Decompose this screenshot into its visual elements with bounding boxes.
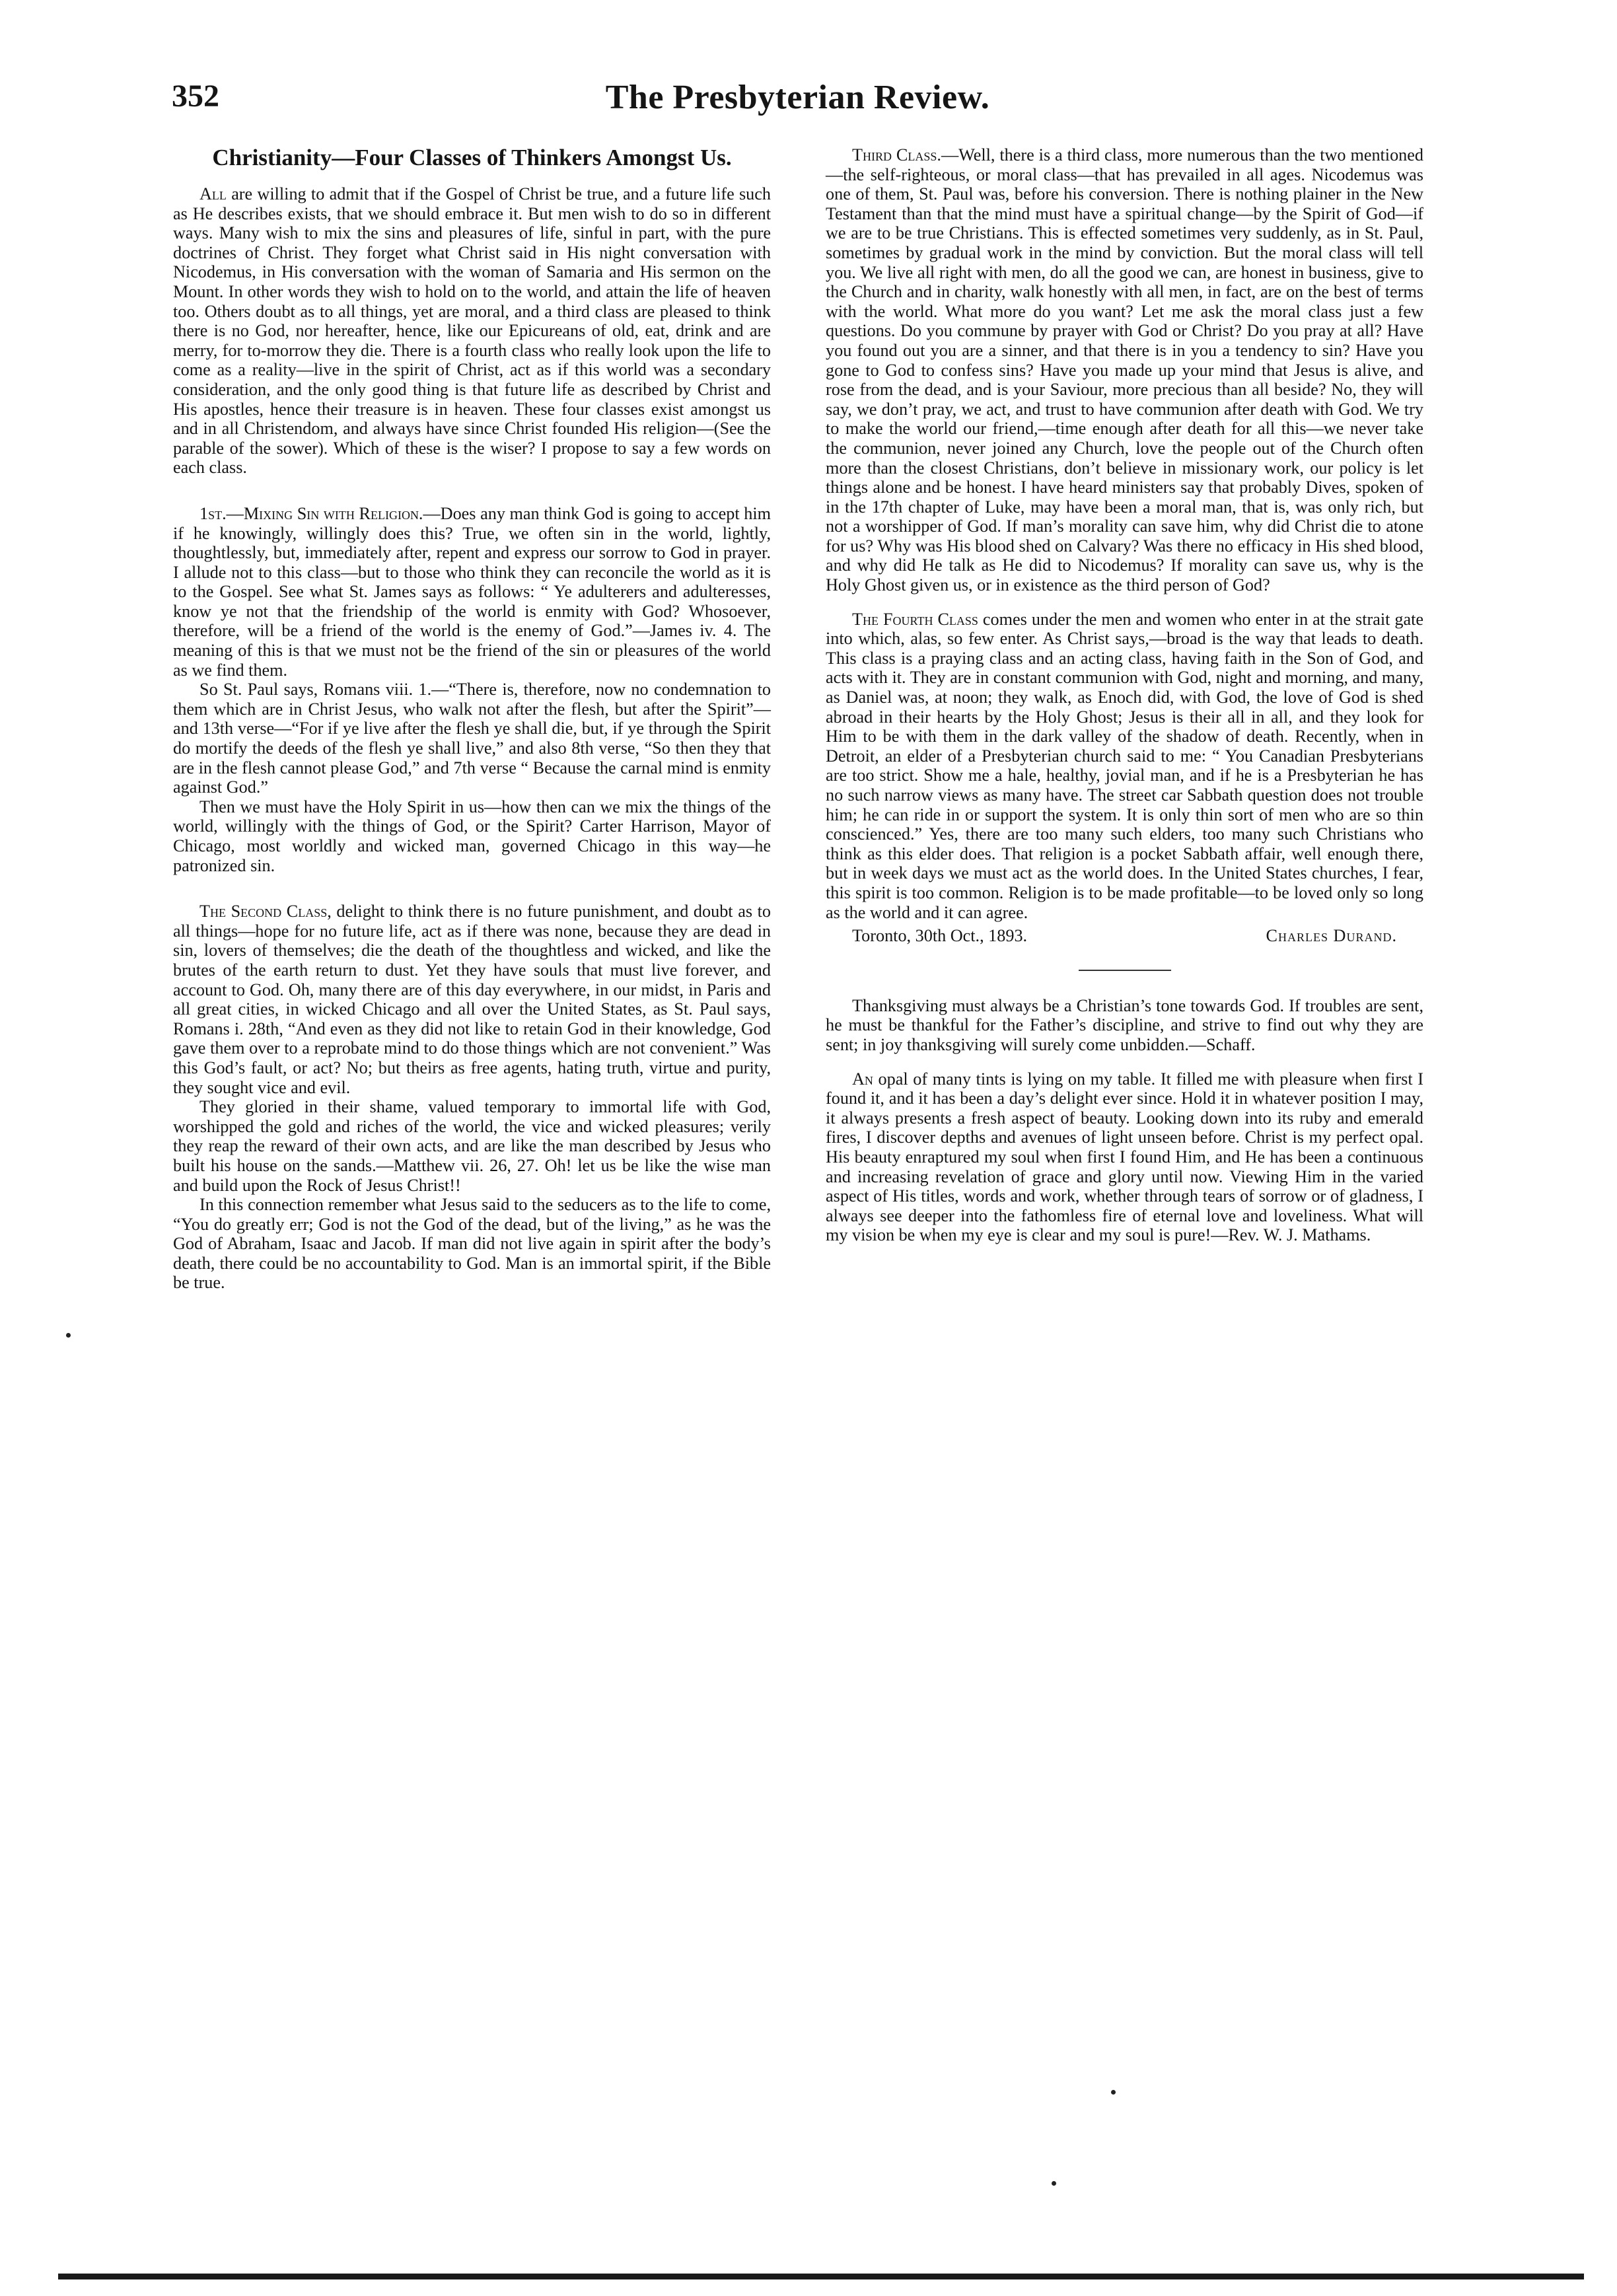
fourth-class-paragraph <box>826 610 1423 923</box>
first-class-paragraph <box>173 504 771 680</box>
second-class-paragraph-3: In this connection remember what Jesus said to the seducers as to the life to come, “You do greatly err; God is not the God of the dead, but of the living,” as he was the God of Abraham, Isaac and Jacob. If man did not live again in spirit after the body’s death, there could be no accountability to God. Man is an immortal spirit, if the Bible be true. <box>173 1195 771 1293</box>
print-speck <box>1052 2181 1056 2186</box>
article-title: Christianity—Four Classes of Thinkers Amongst Us. <box>212 145 732 170</box>
print-speck <box>1111 2090 1116 2095</box>
page-number: 352 <box>172 79 219 114</box>
page-header <box>172 78 1423 124</box>
author-name: Charles Durand. <box>1266 926 1397 946</box>
thanksgiving-paragraph: Thanksgiving must always be a Christian’s tone towards God. If troubles are sent, he must be thankful for the Father’s discipline, and strive to find out why they are sent; in joy thanksgiving will surely come unbidden.—Schaff. <box>826 995 1423 1054</box>
second-class-text: delight to think there is no future punishment, and doubt as to all things—hope for no future life, act as if there was none, because they are dead in sin, lovers of themselves; die the death of the thoughtless and wicked, and like the brutes of the earth return to dust. Yet they have souls that must live forever, and account to God. Oh, many there are of this day everywhere, in our midst, in Paris and all great cities, in wicked Chicago and all over the United States, as St. Paul says, Romans i. 28th, “And even as they did not like to retain God in their knowledge, God gave them over to a reprobate mind to do those things which are not convenient.” Was this God’s fault, or act? No; but theirs as free agents, hating truth, virtue and purity, they sought vice and evil. <box>173 902 771 1097</box>
second-class-lead: The Second Class, <box>199 902 332 921</box>
first-class-paragraph-2: So St. Paul says, Romans viii. 1.—“There is, therefore, now no condemnation to them which are in Christ Jesus, who walk not after the flesh, but after the Spirit”—and 13th verse—“For if ye live after the flesh ye shall die, but, if ye through the Spirit do mortify the deeds of the flesh ye shall live,” and also 8th verse, “So then they that are in the flesh cannot please God,” and 7th verse “ Because the carnal mind is enmity against God.” <box>173 680 771 797</box>
bottom-rule <box>58 2274 1584 2279</box>
section-divider <box>1079 970 1171 971</box>
fourth-class-lead: The Fourth Class <box>852 609 978 629</box>
place-date: Toronto, 30th Oct., 1893. <box>852 926 1028 946</box>
opal-paragraph <box>826 1069 1423 1245</box>
fourth-class-text: comes under the men and women who enter in at the strait gate into which, alas, so few enter. As Christ says,—broad is the way that leads to death. This class is a praying class and an acting class, having faith in the Son of God, and acts with it. They are in constant communion with God, night and morning, and many, as Daniel was, at noon; they walk, as Enoch did, with God, the love of God is shed abroad in their hearts by the Holy Ghost; Jesus is their all in all, and they look for Him to be with them in the dark valley of the shadow of death. Recently, when in Detroit, an elder of a Presbyterian church said to me: “ You Canadian Presbyterians are too strict. Show me a hale, healthy, jovial man, and if he is a Presbyterian he has no such narrow views as many have. The street car Sabbath question does not trouble him; he can ride in or support the system. It is only thin sort of men who are so thin conscienced.” Yes, there are too many such elders, too many such Christians who think as this elder does. That religion is a pocket Sabbath affair, well enough there, but in week days we must act as the world does. In the United States churches, I fear, this spirit is too common. Religion is to be made profitable—to be loved only so long as the world and it can agree. <box>826 609 1423 922</box>
intro-lead: All <box>199 184 227 203</box>
first-class-paragraph-3: Then we must have the Holy Spirit in us—how then can we mix the things of the world, willingly with the things of God, or the Spirit? Carter Harrison, Mayor of Chicago, most worldly and wicked man, governed Chicago in this way—he patronized sin. <box>173 797 771 875</box>
second-class-paragraph <box>173 902 771 1097</box>
print-speck <box>66 1333 71 1338</box>
third-class-paragraph <box>826 145 1423 595</box>
opal-text: opal of many tints is lying on my table. It filled me with pleasure when first I found it, and it has been a day’s delight ever since. Hold it in whatever position I may, it always presents a fresh aspect of beauty. Looking down into its ruby and emerald fires, I discover depths and avenues of light unseen before. Christ is my perfect opal. His beauty enraptured my soul when first I found Him, and He has been a continuous and increasing revelation of grace and glory until now. Viewing Him in the varied aspect of His titles, words and work, whether through tears of sorrow or of gladness, I always see deeper into the fathomless fire of eternal love and loveliness. What will my vision be when my eye is clear and my soul is pure!—Rev. W. J. Mathams. <box>826 1069 1423 1245</box>
left-column <box>173 145 771 1293</box>
first-class-lead: 1st.—Mixing Sin with Religion. <box>199 503 423 523</box>
journal-title: The Presbyterian Review. <box>605 79 990 116</box>
third-class-text: —Well, there is a third class, more numerous than the two mentioned—the self-righteous, or moral class—that has prevailed in all ages. Nicodemus was one of them, St. Paul was, before his conversion. There is nothing plainer in the New Testament than that the mind must have a spiritual change—by the Spirit of God—if we are to be true Christians. This is effected sometimes very suddenly, as in St. Paul, sometimes by gradual work in the mind by conviction. But the moral class will tell you. We live all right with men, do all the good we can, are honest in business, give to the Church and in charity, walk honestly with all men, in fact, are on the best of terms with the world. What more do you want? Let me ask the moral class just a few questions. Do you commune by prayer with God or Christ? Do you pray at all? Have you found out you are a sinner, and that there is in you a tendency to sin? Have you gone to God to confess sins? Have you made up your mind that Jesus is alive, and rose from the dead, and is your Saviour, more precious than all beside? No, they will say, we don’t pray, we act, and trust to have communion after death with God. We try to make the world our friend,—time enough after death for all this—we never take the communion, never joined any Church, love the people out of the Church often more than the closest Christians, don’t believe in missionary work, our policy is let things alone and be honest. I have heard ministers say that probably Dives, spoken of in the 17th chapter of Luke, may have been a moral man, that is, was only rich, but not a worshipper of God. If man’s morality can save him, why did Christ die to atone for us? Why was His blood shed on Calvary? Was there no efficacy in His shed blood, and why did He talk as He did to Nicodemus? If morality can save us, why is the Holy Ghost given us, or in existence as the third person of God? <box>826 145 1423 595</box>
intro-text: are willing to admit that if the Gospel of Christ be true, and a future life such as He describes exists, that we should embrace it. But men wish to do so in different ways. Many wish to mix the sins and pleasures of life, sinful in part, with the pure doctrines of Christ. They forget what Christ said in His night conversation with Nicodemus, in His conversation with the woman of Samaria and His sermon on the Mount. In other words they wish to hold on to the world, and attain the life of heaven too. Others doubt as to all things, yet are moral, and a third class are pleased to think there is no God, nor hereafter, hence, like our Epicureans of old, eat, drink and are merry, for to-morrow they die. There is a fourth class who really look upon the life to come as a reality—live in the spirit of Christ, act as if this world was a secondary consideration, and the only good thing is that future life as described by Christ and His apostles, hence their treasure is in heaven. These four classes exist amongst us and in all Christendom, and always have since Christ founded His religion—(See the parable of the sower). Which of these is the wiser? I propose to say a few words on each class. <box>173 184 771 478</box>
right-column <box>826 145 1423 1245</box>
third-class-lead: Third Class. <box>852 145 941 164</box>
first-class-text: —Does any man think God is going to accept him if he knowingly, willingly does this? True, we often sin in the world, lightly, thoughtlessly, but, immediately after, repent and express our sorrow to God in prayer. I allude not to this class—but to those who think they can reconcile the world as it is to the Gospel. See what St. James says as follows: “ Ye adulterers and adulteresses, know ye not that the friendship of the world is enmity with God? Whosoever, therefore, will be a friend of the world is the enemy of God.”—James iv. 4. The meaning of this is that we must not be the friend of the sin or pleasures of the world as we find them. <box>173 503 771 680</box>
intro-paragraph <box>173 184 771 478</box>
article-signoff <box>826 926 1423 946</box>
opal-lead: An <box>852 1069 873 1089</box>
second-class-paragraph-2: They gloried in their shame, valued temporary to immortal life with God, worshipped the gold and riches of the world, the vice and wicked pleasures; verily they reap the reward of their own acts, and are like the man described by Jesus who built his house on the sands.—Matthew vii. 26, 27. Oh! let us be like the wise man and build upon the Rock of Jesus Christ!! <box>173 1097 771 1195</box>
